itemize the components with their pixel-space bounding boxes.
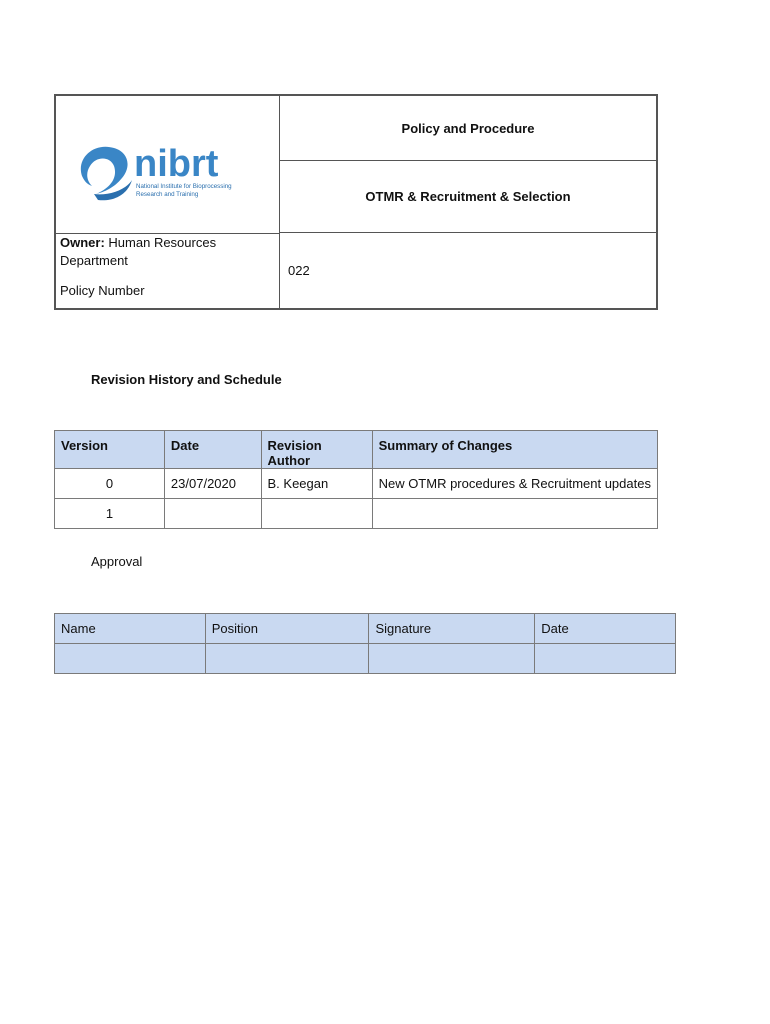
doc-title-cell: [280, 161, 656, 233]
cell-summary: New OTMR procedures & Recruitment updates: [372, 469, 657, 499]
table-header-row: [55, 431, 658, 469]
column-header-date: Date: [164, 431, 261, 469]
doc-type-cell: [280, 96, 656, 161]
doc-type: Policy and Procedure: [401, 120, 535, 136]
cell-name: [55, 644, 206, 674]
owner-value: Human Resources Department: [60, 235, 217, 268]
owner-cell: [56, 233, 280, 308]
column-header-position: Position: [205, 614, 369, 644]
column-header-signature: Signature: [369, 614, 535, 644]
cell-version: 0: [55, 469, 165, 499]
logo-tagline-2: Research and Training: [136, 191, 199, 198]
table-row: [55, 644, 676, 674]
cell-author: [261, 499, 372, 529]
table-row: [55, 499, 658, 529]
policy-number-label: Policy Number: [60, 283, 145, 298]
approval-section-title: Approval: [91, 554, 143, 569]
approval-table: [54, 613, 676, 674]
logo-tagline-1: National Institute for Bioprocessing: [136, 183, 232, 190]
policy-number-cell: [280, 233, 656, 308]
column-header-version: Version: [55, 431, 165, 469]
logo-cell: [56, 96, 280, 233]
cell-signature: [369, 644, 535, 674]
cell-date: 23/07/2020: [164, 469, 261, 499]
logo-wordmark: nibrt: [134, 143, 219, 185]
cell-date: [535, 644, 676, 674]
owner-line: [60, 234, 275, 270]
policy-number-value: 022: [288, 263, 310, 278]
cell-version: 1: [55, 499, 165, 529]
cell-author: B. Keegan: [261, 469, 372, 499]
table-row: [55, 469, 658, 499]
column-header-summary: Summary of Changes: [372, 431, 657, 469]
cell-date: [164, 499, 261, 529]
revision-history-table: [54, 430, 658, 529]
doc-title: OTMR & Recruitment & Selection: [365, 189, 571, 204]
cell-position: [205, 644, 369, 674]
nibrt-logo: [74, 136, 264, 206]
owner-label: Owner:: [60, 235, 105, 250]
column-header-date: Date: [535, 614, 676, 644]
column-header-name: Name: [55, 614, 206, 644]
column-header-author: Revision Author: [261, 431, 372, 469]
cell-summary: [372, 499, 657, 529]
document-header-box: [54, 94, 658, 310]
table-header-row: [55, 614, 676, 644]
revision-section-title: Revision History and Schedule: [91, 372, 282, 387]
